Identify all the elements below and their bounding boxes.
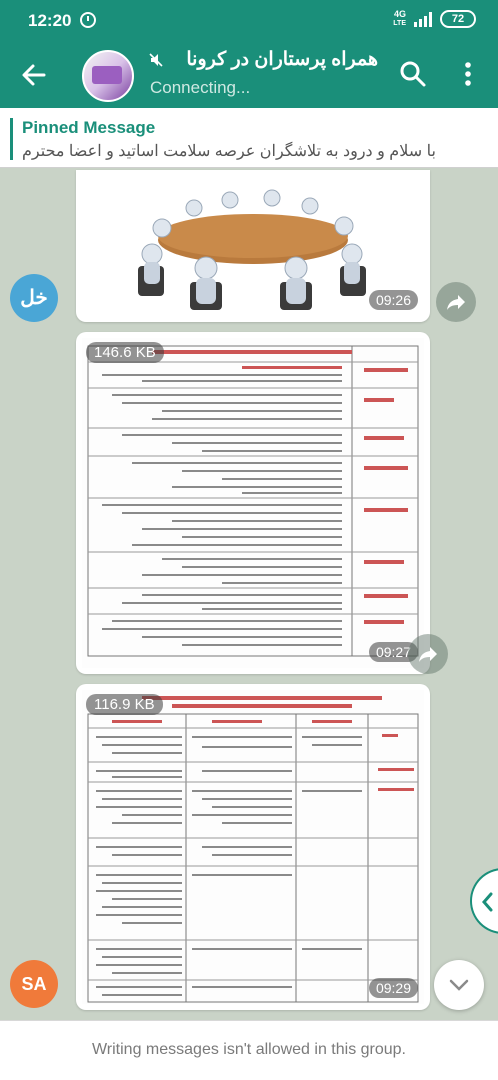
chevron-left-icon: [478, 890, 498, 914]
network-type: 4G: [393, 9, 406, 19]
forward-icon: [445, 291, 467, 313]
battery-level: 72: [451, 13, 465, 25]
pinned-message[interactable]: [0, 108, 498, 168]
search-icon: [398, 59, 428, 89]
forward-icon: [417, 643, 439, 665]
group-avatar[interactable]: [82, 50, 134, 102]
share-button[interactable]: [436, 282, 476, 322]
composer-disabled-bar: [0, 1020, 498, 1080]
sender-avatar[interactable]: [10, 274, 58, 322]
document-image-message[interactable]: [76, 332, 430, 674]
status-bar: [0, 0, 498, 42]
chevron-down-icon: [446, 972, 472, 998]
chat-title[interactable]: همراه پرستاران در کرونا: [186, 49, 378, 70]
more-vertical-icon: [456, 59, 480, 89]
sender-initials: SA: [21, 974, 47, 994]
alarm-icon: [80, 12, 96, 28]
sender-avatar[interactable]: [10, 960, 58, 1008]
document-table-preview: [82, 338, 424, 668]
sender-initials: خل: [20, 287, 48, 309]
write-restriction-notice: Writing messages isn't allowed in this group.: [91, 1041, 406, 1058]
network-sub: LTE: [393, 20, 406, 27]
file-size-badge: 116.9 KB: [86, 694, 163, 715]
side-panel-handle[interactable]: [470, 868, 498, 934]
document-image[interactable]: [82, 690, 424, 1004]
status-time: 12:20: [28, 11, 72, 30]
network-indicator: [393, 10, 406, 28]
message-time: 09:27: [369, 642, 418, 662]
share-button[interactable]: [408, 634, 448, 674]
arrow-left-icon: [18, 59, 50, 91]
search-button[interactable]: [398, 59, 428, 89]
document-image[interactable]: [82, 338, 424, 668]
image-message[interactable]: [76, 170, 430, 322]
more-options-button[interactable]: [456, 59, 480, 89]
connection-status: Connecting...: [150, 78, 251, 97]
message-time: 09:26: [369, 290, 418, 310]
pinned-title: Pinned Message: [22, 118, 156, 137]
battery-icon: [440, 10, 476, 28]
chat-header: [0, 42, 498, 108]
back-button[interactable]: [18, 59, 50, 91]
document-image-message[interactable]: [76, 684, 430, 1010]
message-time: 09:29: [369, 978, 418, 998]
mute-icon: [148, 52, 164, 73]
file-size-badge: 146.6 KB: [86, 342, 164, 363]
document-table-preview: [82, 690, 424, 1004]
pinned-text: با سلام و درود به تلاشگران عرصه سلامت اساتید و اعضا محترم: [22, 143, 436, 160]
status-indicators: [393, 10, 476, 28]
pinned-accent-bar: [10, 118, 13, 160]
signal-icon: [414, 11, 432, 27]
scroll-to-bottom-button[interactable]: [434, 960, 484, 1010]
